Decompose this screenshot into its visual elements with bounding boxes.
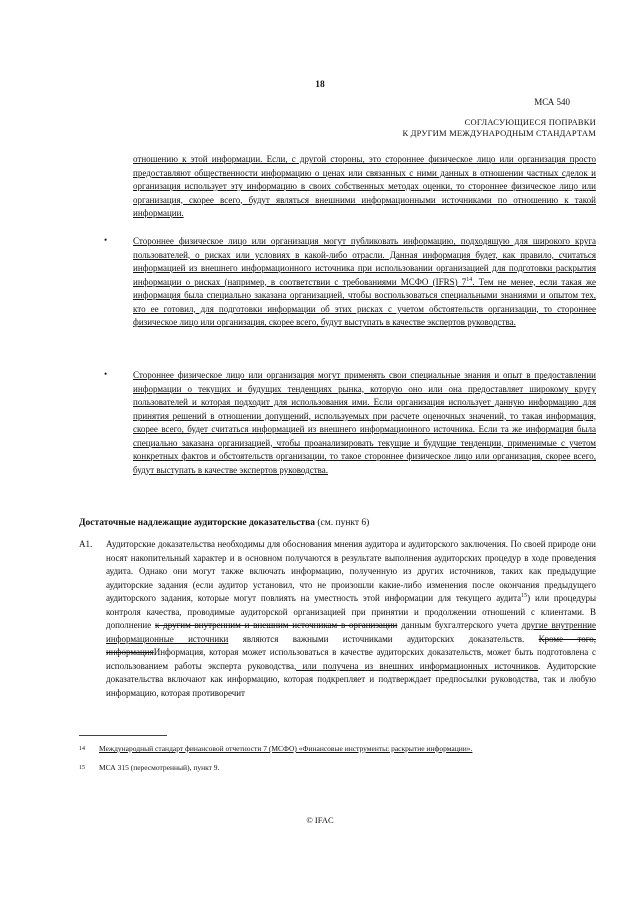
a1-text-2: ) или процедуры контроля качества, проводимые аудиторской организацией при принятии и продолжении отношений с клиентами. В дополнение: [106, 593, 597, 630]
a1-text-4: являются важными источниками аудиторских доказательств.: [228, 633, 539, 644]
bullet-marker-2: •: [104, 369, 108, 379]
paragraph-a1: [106, 538, 596, 700]
continuation-paragraph: отношению к этой информации. Если, с другой стороны, это стороннее физическое лицо или организация просто предоставляют общественности информацию о ценах или связанных с ними данных в отношении частных сделок и организация использует эту информацию в своих собственных методах оценки, то стороннее физическое лицо или организация, скорее всего, будут являться внешними информационными источниками по отношению к такой информации.: [133, 154, 596, 218]
a1-deleted-1: к другим внутренним и внешним источникам в организации: [154, 620, 398, 630]
running-header: [402, 117, 596, 139]
footnote-15: [79, 763, 579, 773]
bullet-paragraph-2: Стороннее физическое лицо или организация могут применять свои специальные знания и опыт в предоставлении информации о текущих и будущих тенденциях рынка, которую оно или она предоставляет широкому кругу пользователей и которая подходит для использования ими. Если организация использует данную информацию для принятия решений в отношении допущений, используемых при расчете оценочных значений, то такая информация, скорее всего, будет считаться информацией из внешнего информационного источника. Если та же информация была специально заказана организацией, чтобы проанализировать текущие и будущие тенденции, применимые с учетом конкретных фактов и обстоятельств организации, то такое стороннее физическое лицо или организация, скорее всего, будут выступать в качестве экспертов руководства.: [133, 370, 596, 475]
bullet-marker-1: •: [104, 235, 108, 245]
footnote-text: МСА 315 (пересмотренный), пункт 9.: [99, 763, 220, 772]
standard-reference: МСА 540: [534, 97, 570, 107]
section-heading: [79, 518, 369, 528]
a1-inserted-2: , или получена из внешних информационных источников: [293, 660, 539, 671]
a1-text-3: данным бухгалтерского учета: [397, 620, 522, 630]
footnote-ref-15: 15: [521, 593, 528, 599]
header-line-2: К ДРУГИМ МЕЖДУНАРОДНЫМ СТАНДАРТАМ: [402, 128, 596, 138]
bullet-1-text-b: . Тем не менее, если такая же информация была специально заказана организацией, чтобы воспользоваться специальными знаниями и опытом тех, кто ее готовил, для подготовки информации об этих рисках с учетом обстоятельств организации, то стороннее физическое лицо или организация, скорее всего, будут выступать в качестве экспертов руководства.: [133, 276, 596, 327]
footnote-14: [79, 744, 579, 754]
footnote-number: 15: [79, 765, 85, 771]
section-title: Достаточные надлежащие аудиторские доказательства: [79, 518, 315, 528]
footnote-number: 14: [79, 746, 85, 752]
footnote-separator: [79, 735, 167, 736]
page-footer: © IFAC: [306, 815, 334, 825]
footnote-text: Международный стандарт финансовой отчетности 7 (МСФО) «Финансовые инструменты: раскрытие информации».: [99, 744, 473, 753]
bullet-1-text-a: Стороннее физическое лицо или организация могут публиковать информацию, подходящую для широкого круга пользователей, о рисках или условиях в какой-либо отрасли. Данная информация будет, как правило, считаться информацией из внешнего информационного источника при использовании организацией для подготовки раскрытия информации о рисках (например, в соответствии с требованиями МСФО (IFRS) 7: [133, 236, 596, 287]
header-line-1: СОГЛАСУЮЩИЕСЯ ПОПРАВКИ: [464, 117, 596, 127]
a1-text-1: Аудиторские доказательства необходимы для обоснования мнения аудитора и аудиторского заключения. По своей природе они носят накопительный характер и в основном получаются в результате выполнения аудиторских процедур в ходе проведения аудита. Однако они могут также включать информацию, полученную из других источников, таких как предыдущие аудиторские задания (если аудитор установил, что не произошли какие-либо изменения после окончания предыдущего аудиторского задания, которые могут повлиять на уместность этой информации для текущего аудита: [106, 539, 596, 603]
a1-inserted-1: другие внутренние информационные источники: [106, 620, 596, 644]
paragraph-label-a1: A1.: [79, 539, 93, 549]
footnote-ref-14: 14: [466, 276, 473, 283]
section-ref: (см. пункт 6): [314, 518, 370, 528]
a1-text-6: . Аудиторские доказательства включают как информацию, которая подкрепляет и подтверждает предпосылки руководства, так и любую информацию, которая противоречит: [106, 660, 596, 698]
bullet-paragraph-1: [133, 235, 596, 330]
page-number: 18: [315, 80, 325, 90]
a1-deleted-2: Кроме того, информация: [106, 633, 596, 657]
a1-text-5: Информация, которая может использоваться в качестве аудиторских доказательств, может быть подготовлена с использованием работы эксперта руководства: [106, 647, 596, 671]
